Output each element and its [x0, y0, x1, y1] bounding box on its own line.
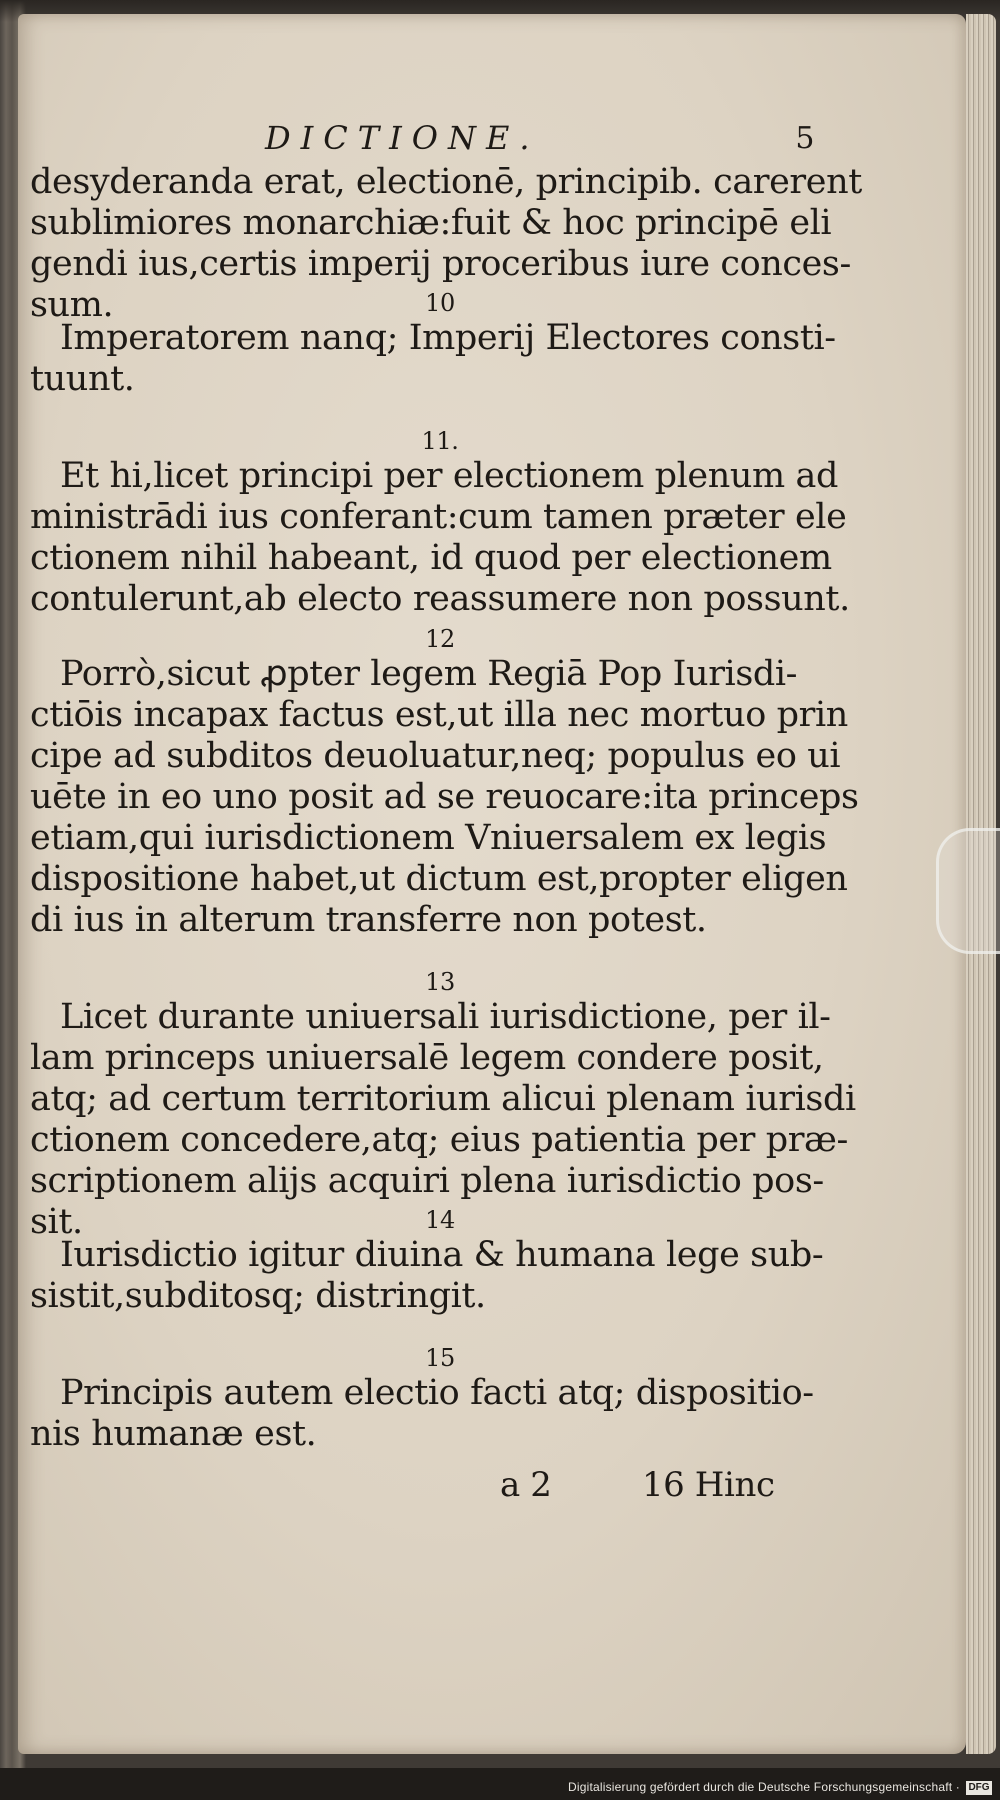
text-line: sistit,subditosq; distringit.: [30, 1276, 486, 1316]
paragraph: [30, 1373, 814, 1455]
page-clip: [936, 828, 1000, 954]
text-line: Et hi,licet principi per electionem plenum ad: [60, 456, 838, 496]
running-head-title: DICTIONE.: [265, 119, 540, 157]
text-line: ctiōis incapax factus est,ut illa nec mortuo prin: [30, 695, 848, 735]
paragraph: [30, 1235, 824, 1317]
paragraph-number: 12: [425, 625, 455, 653]
text-line: Iurisdictio igitur diuina & humana lege sub-: [60, 1235, 824, 1275]
dfg-logo: DFG: [966, 1781, 992, 1795]
catchline: [30, 1465, 810, 1506]
text-line: scriptionem alijs acquiri plena iurisdictio pos-: [30, 1161, 824, 1201]
paragraph-number: 15: [425, 1344, 455, 1372]
text-line: etiam,qui iurisdictionem Vniuersalem ex legis: [30, 818, 827, 858]
catchword: 16 Hinc: [641, 1465, 775, 1505]
text-line: Imperatorem nanq; Imperij Electores consti-: [60, 318, 836, 358]
folio-number: 5: [795, 121, 814, 156]
text-line: cipe ad subditos deuoluatur,neq; populus eo ui: [30, 736, 841, 776]
text-line: desyderanda erat, electionē, principib. carerent: [30, 162, 862, 202]
text-line: contulerunt,ab electo reassumere non possunt.: [30, 579, 850, 619]
footer-note: Digitalisierung gefördert durch die Deutsche Forschungsgemeinschaft ·: [568, 1780, 960, 1794]
paragraph: [30, 654, 859, 941]
text-line: lam princeps uniuersalē legem condere posit,: [30, 1038, 824, 1078]
signature-mark: a 2: [500, 1465, 552, 1505]
text-line: ctionem nihil habeant, id quod per electionem: [30, 538, 832, 578]
text-line: sit.: [30, 1202, 83, 1242]
paragraph-number: 11.: [421, 427, 459, 455]
text-line: Licet durante uniuersali iurisdictione, per il-: [60, 997, 831, 1037]
text-line: di ius in alterum transferre non potest.: [30, 900, 707, 940]
paragraph-number: 10: [425, 289, 455, 317]
text-line: uēte in eo uno posit ad se reuocare:ita princeps: [30, 777, 859, 817]
paragraph-number: 13: [425, 968, 455, 996]
text-line: sum.: [30, 285, 114, 325]
text-line: ministrādi ius conferant:cum tamen præter ele: [30, 497, 847, 537]
text-line: Principis autem electio facti atq; dispositio-: [60, 1373, 814, 1413]
text-line: atq; ad certum territorium alicui plenam iurisdi: [30, 1079, 856, 1119]
text-line: nis humanæ est.: [30, 1414, 317, 1454]
running-head: [30, 118, 814, 162]
paragraph-number: 14: [425, 1206, 455, 1234]
text-line: gendi ius,certis imperij proceribus iure conces-: [30, 244, 851, 284]
text-line: tuunt.: [30, 359, 135, 399]
text-line: Porrò,sicut ꝓpter legem Regiā Pop Iurisdi-: [60, 654, 798, 694]
text-line: dispositione habet,ut dictum est,propter eligen: [30, 859, 848, 899]
footer-bar: [0, 1768, 1000, 1800]
paragraph: [30, 318, 836, 400]
text-line: sublimiores monarchiæ:fuit & hoc principē eli: [30, 203, 832, 243]
page-text: [30, 118, 862, 1506]
text-line: ctionem concedere,atq; eius patientia per præ-: [30, 1120, 848, 1160]
paragraph: [30, 456, 850, 620]
